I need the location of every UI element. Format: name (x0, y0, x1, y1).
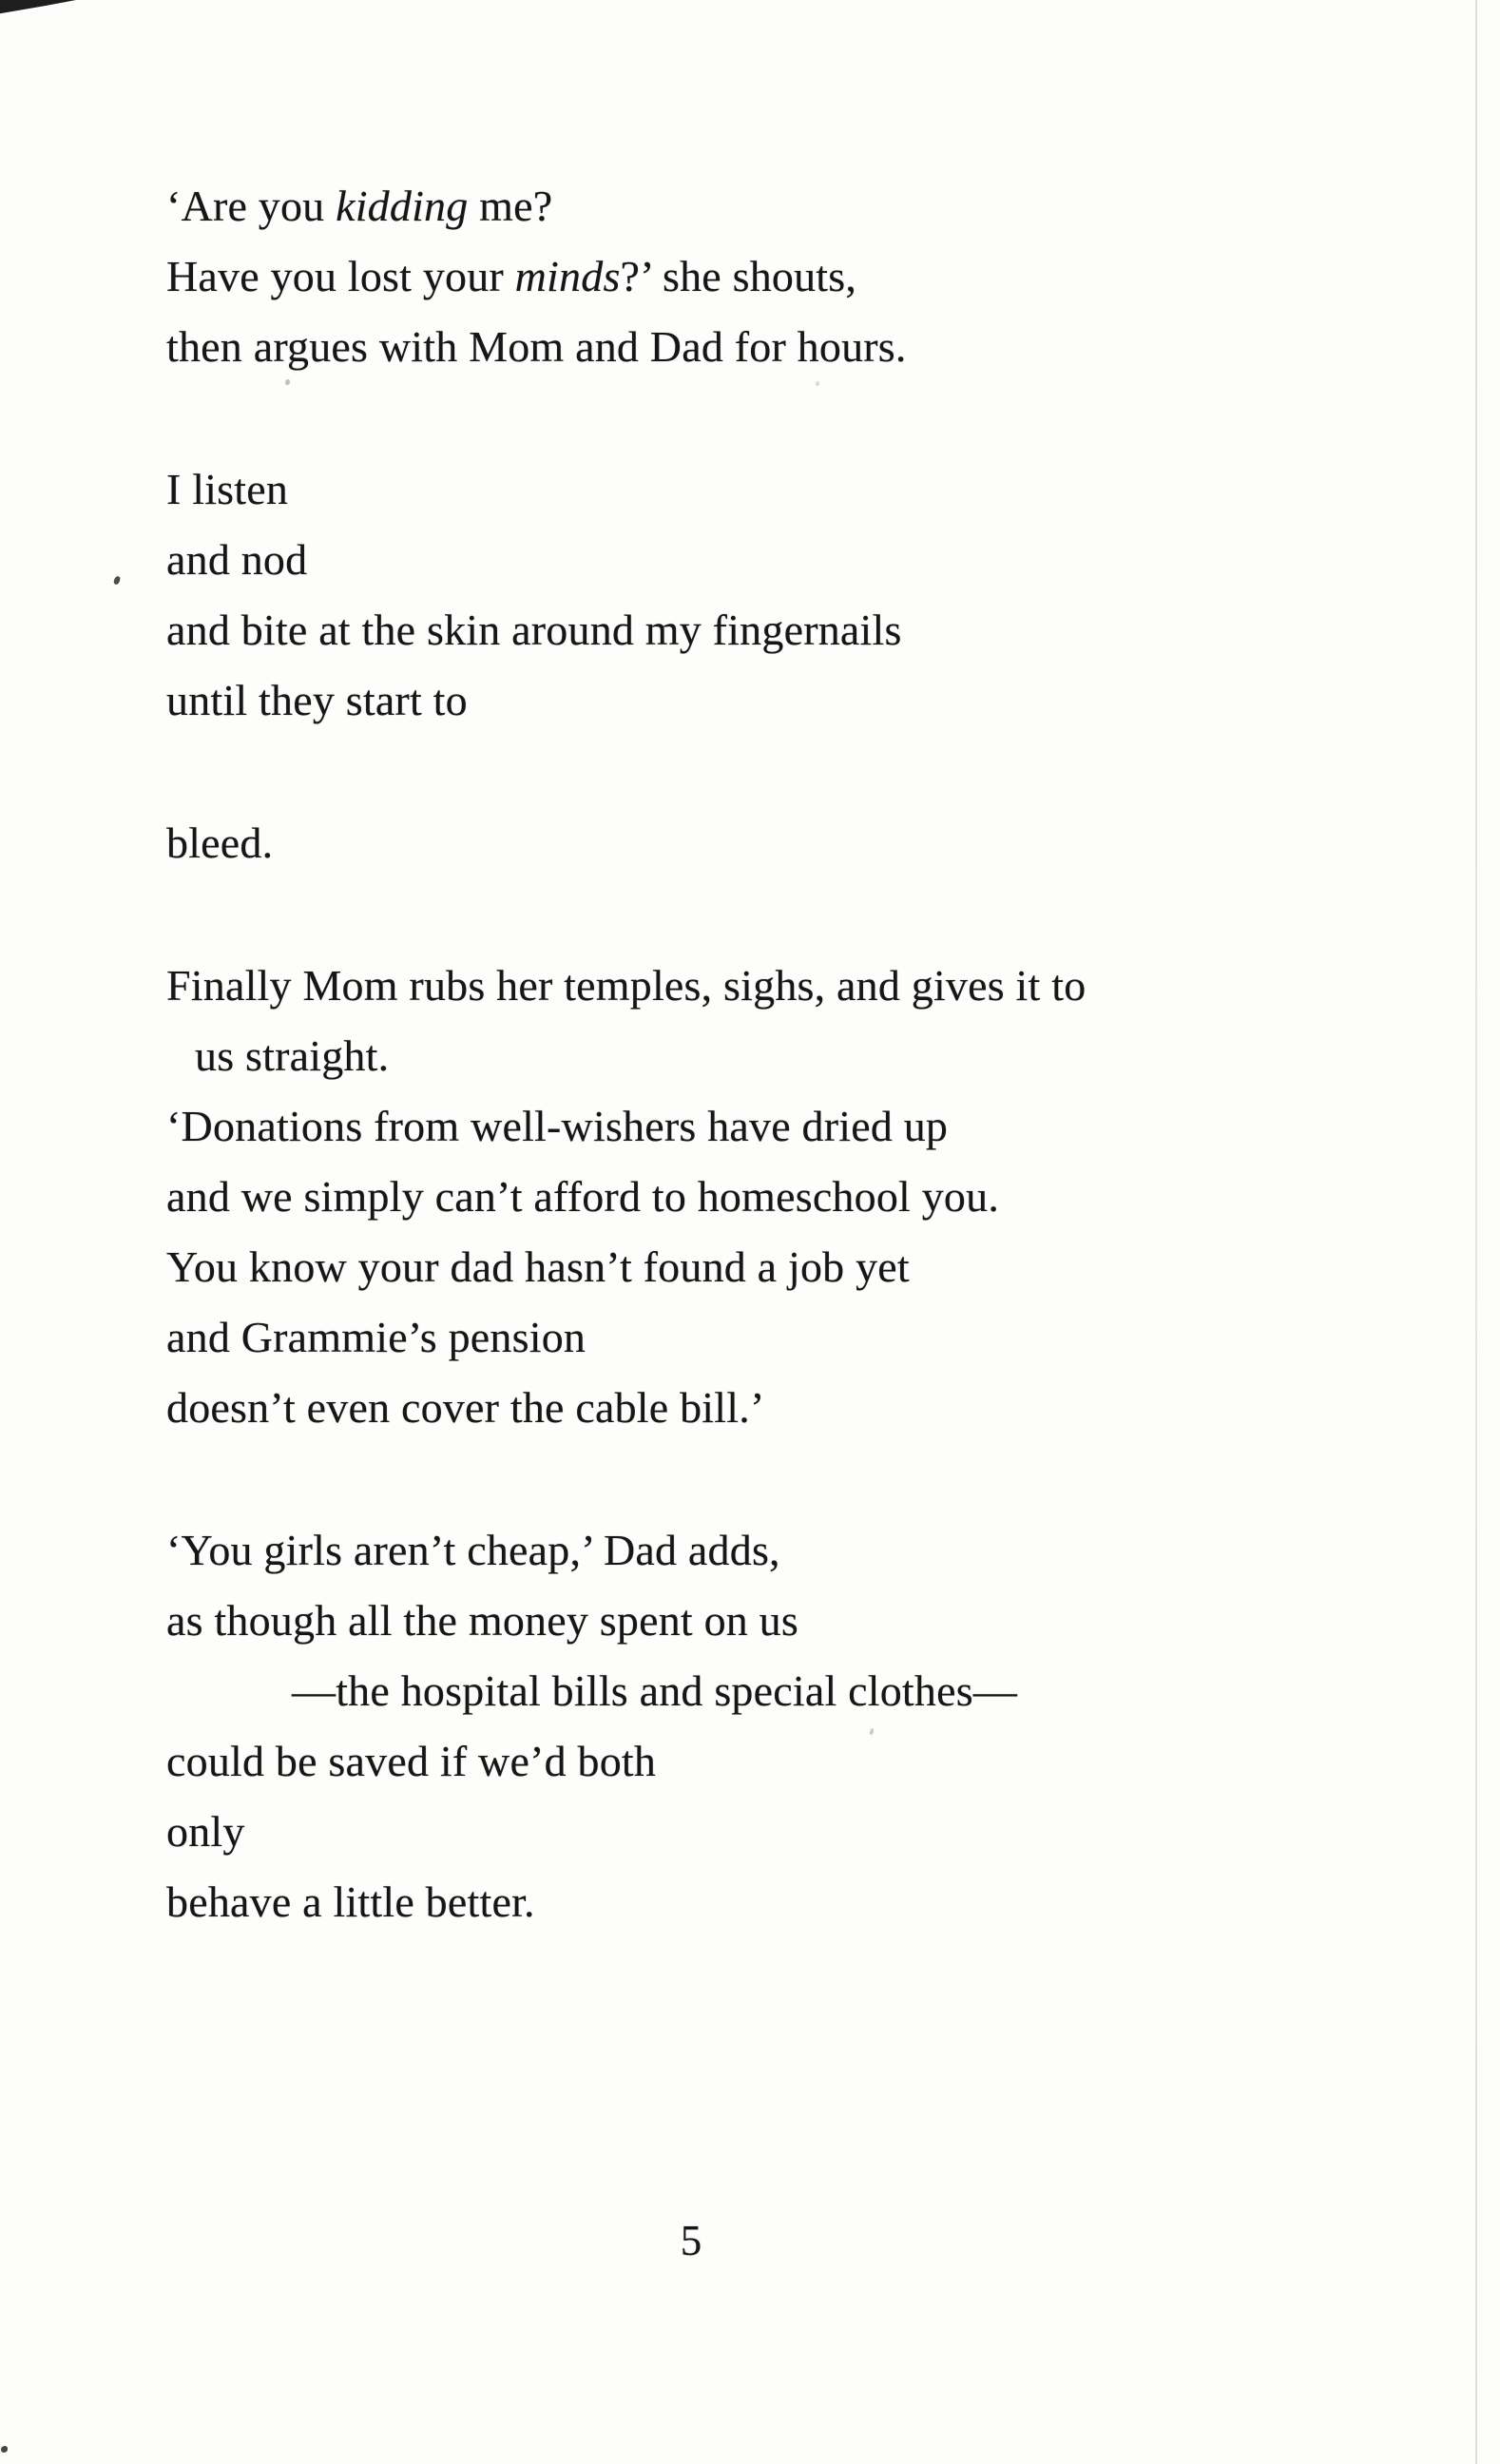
poem-line (166, 454, 1414, 525)
poem-line (166, 951, 1414, 1021)
poem-segment: —the hospital bills and special clothes— (292, 1666, 1018, 1715)
poem-segment: and nod (166, 535, 308, 584)
poem-line (166, 595, 1414, 665)
poem-line (166, 1797, 1414, 1867)
scan-speck (113, 575, 121, 585)
poem-italic-segment: minds (514, 252, 621, 300)
poem-line (166, 1515, 1414, 1586)
poem-segment: bleed. (166, 818, 274, 867)
poem-segment: only (166, 1807, 245, 1856)
poem-line (166, 1656, 1414, 1726)
poem-stanza (166, 951, 1414, 1443)
poem-stanza (166, 454, 1414, 736)
page-number: 5 (680, 2217, 702, 2264)
poem-segment: then argues with Mom and Dad for hours. (166, 322, 907, 371)
poem-segment: You know your dad hasn’t found a job yet (166, 1242, 910, 1291)
poem-segment: doesn’t even cover the cable bill.’ (166, 1383, 765, 1432)
poem-segment: ‘Donations from well-wishers have dried up (166, 1102, 949, 1150)
poem-line (166, 1586, 1414, 1656)
poem-segment: I listen (166, 465, 289, 513)
scan-corner-artifact (0, 0, 76, 14)
poem-italic-segment: kidding (336, 182, 469, 230)
poem-segment: behave a little better. (166, 1877, 535, 1926)
poem-segment: could be saved if we’d both (166, 1737, 657, 1785)
poem-segment: and bite at the skin around my fingernails (166, 606, 902, 654)
poem-segment: Finally Mom rubs her temples, sighs, and gives it to (166, 961, 1087, 1010)
poem-segment: until they start to (166, 676, 468, 724)
poem-segment: and we simply can’t afford to homeschool you. (166, 1172, 1000, 1221)
poem-line (166, 312, 1414, 382)
scan-speck (1, 2446, 8, 2453)
poem-segment: me? (468, 182, 553, 230)
poem-stanza (166, 808, 1414, 878)
poem-line (166, 808, 1414, 878)
poem-segment: us straight. (195, 1031, 390, 1080)
poem-stanza (166, 171, 1414, 382)
poem-line (166, 1302, 1414, 1373)
poem-segment: as though all the money spent on us (166, 1596, 798, 1645)
poem-segment: and Grammie’s pension (166, 1313, 587, 1361)
poem-line (166, 1867, 1414, 1937)
poem-line (166, 665, 1414, 736)
poem-line (166, 1726, 1414, 1797)
poem-segment: ‘You girls aren’t cheap,’ Dad adds, (166, 1526, 780, 1574)
poem-stanza (166, 1515, 1414, 1937)
poem (166, 171, 1414, 1937)
poem-line (166, 525, 1414, 595)
poem-line (166, 241, 1414, 312)
poem-segment: ‘Are you (166, 182, 337, 230)
poem-line (166, 1091, 1414, 1162)
poem-line (166, 1232, 1414, 1302)
poem-line (166, 1162, 1414, 1232)
poem-line (166, 171, 1414, 241)
poem-line (166, 1021, 1414, 1091)
poem-segment: Have you lost your (166, 252, 515, 300)
poem-segment: ?’ she shouts, (620, 252, 857, 300)
scan-edge-line-artifact (1475, 0, 1477, 2464)
poem-line (166, 1373, 1414, 1443)
